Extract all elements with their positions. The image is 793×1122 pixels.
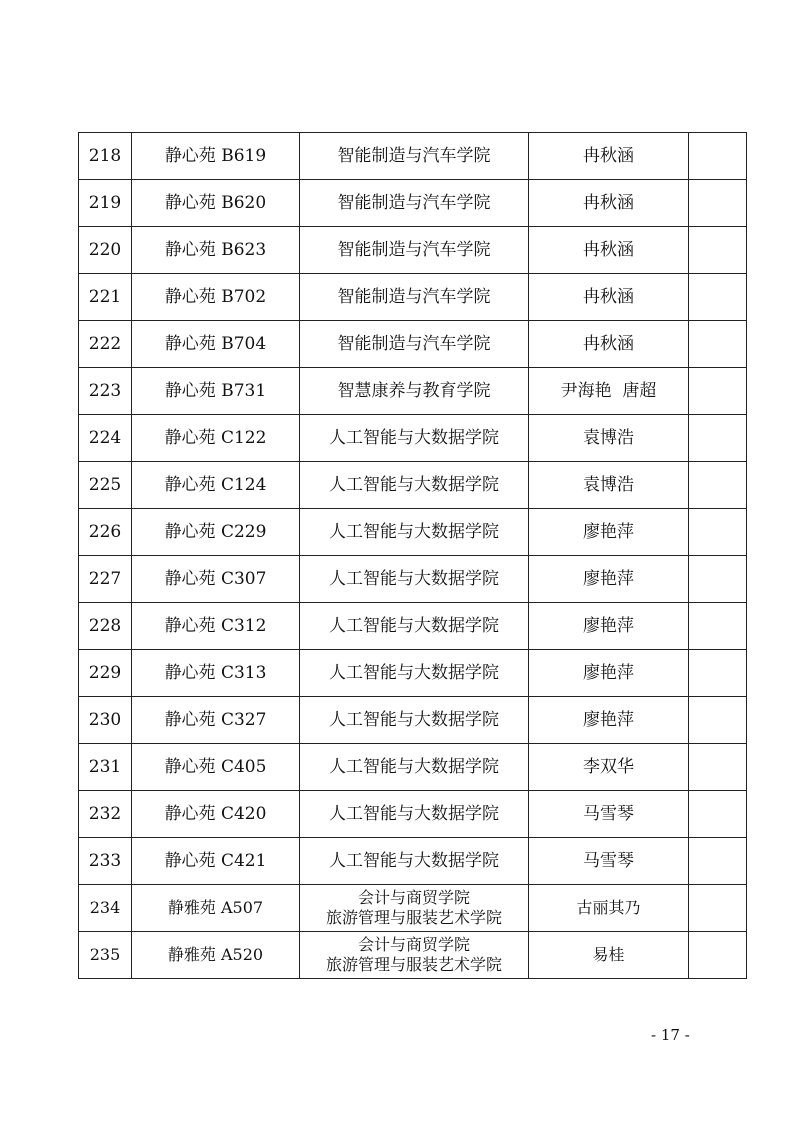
person-cell: 冉秋涵	[529, 133, 689, 180]
room-cell: 静心苑 B619	[132, 133, 300, 180]
person-cell: 廖艳萍	[529, 509, 689, 556]
person-cell: 古丽其乃	[529, 885, 689, 932]
note-cell	[689, 180, 747, 227]
table-row	[79, 368, 747, 415]
row-number-cell: 228	[79, 603, 132, 650]
note-cell	[689, 791, 747, 838]
table-row	[79, 744, 747, 791]
person-cell: 廖艳萍	[529, 650, 689, 697]
row-number-cell: 230	[79, 697, 132, 744]
room-cell: 静雅苑 A520	[132, 932, 300, 979]
person-cell: 尹海艳 唐超	[529, 368, 689, 415]
note-cell	[689, 462, 747, 509]
room-cell: 静心苑 B704	[132, 321, 300, 368]
room-cell: 静心苑 C313	[132, 650, 300, 697]
college-name: 人工智能与大数据学院	[329, 521, 499, 542]
room-cell: 静心苑 B731	[132, 368, 300, 415]
table-row	[79, 274, 747, 321]
row-number-cell: 229	[79, 650, 132, 697]
room-cell: 静雅苑 A507	[132, 885, 300, 932]
college-name: 人工智能与大数据学院	[329, 427, 499, 448]
row-number-cell: 235	[79, 932, 132, 979]
college-cell	[300, 227, 529, 274]
row-number-cell: 234	[79, 885, 132, 932]
college-cell	[300, 603, 529, 650]
person-cell: 易桂	[529, 932, 689, 979]
college-name: 智能制造与汽车学院	[337, 286, 491, 307]
college-name: 智能制造与汽车学院	[337, 145, 491, 166]
row-number-cell: 227	[79, 556, 132, 603]
person-cell: 冉秋涵	[529, 227, 689, 274]
table-body	[79, 133, 747, 979]
person-cell: 冉秋涵	[529, 321, 689, 368]
row-number-cell: 218	[79, 133, 132, 180]
note-cell	[689, 274, 747, 321]
room-cell: 静心苑 B623	[132, 227, 300, 274]
college-cell	[300, 415, 529, 462]
table-row	[79, 321, 747, 368]
room-cell: 静心苑 C421	[132, 838, 300, 885]
college-name: 人工智能与大数据学院	[329, 615, 499, 636]
college-cell	[300, 556, 529, 603]
row-number-cell: 233	[79, 838, 132, 885]
college-cell	[300, 274, 529, 321]
table-row	[79, 650, 747, 697]
note-cell	[689, 603, 747, 650]
college-name: 会计与商贸学院	[357, 935, 470, 954]
person-cell: 马雪琴	[529, 838, 689, 885]
college-name: 人工智能与大数据学院	[329, 850, 499, 871]
college-name: 人工智能与大数据学院	[329, 803, 499, 824]
college-cell	[300, 368, 529, 415]
note-cell	[689, 885, 747, 932]
note-cell	[689, 650, 747, 697]
college-name: 人工智能与大数据学院	[329, 568, 499, 589]
table-row	[79, 509, 747, 556]
college-name: 智能制造与汽车学院	[337, 192, 491, 213]
row-number-cell: 222	[79, 321, 132, 368]
table-row	[79, 556, 747, 603]
row-number-cell: 220	[79, 227, 132, 274]
person-cell: 马雪琴	[529, 791, 689, 838]
note-cell	[689, 133, 747, 180]
college-cell	[300, 885, 529, 932]
row-number-cell: 221	[79, 274, 132, 321]
college-name: 智慧康养与教育学院	[337, 380, 491, 401]
table-row	[79, 603, 747, 650]
college-name: 人工智能与大数据学院	[329, 709, 499, 730]
college-cell	[300, 838, 529, 885]
table-row	[79, 180, 747, 227]
college-cell	[300, 462, 529, 509]
person-cell: 李双华	[529, 744, 689, 791]
college-name: 智能制造与汽车学院	[337, 239, 491, 260]
room-cell: 静心苑 C122	[132, 415, 300, 462]
college-cell	[300, 133, 529, 180]
table-row	[79, 791, 747, 838]
table-row	[79, 697, 747, 744]
note-cell	[689, 368, 747, 415]
college-name: 旅游管理与服装艺术学院	[325, 955, 502, 974]
row-number-cell: 223	[79, 368, 132, 415]
person-cell: 廖艳萍	[529, 556, 689, 603]
row-number-cell: 224	[79, 415, 132, 462]
table-row	[79, 838, 747, 885]
room-cell: 静心苑 C327	[132, 697, 300, 744]
college-name: 会计与商贸学院	[357, 888, 470, 907]
row-number-cell: 225	[79, 462, 132, 509]
college-cell	[300, 791, 529, 838]
table-row	[79, 462, 747, 509]
table-row	[79, 885, 747, 932]
college-cell	[300, 932, 529, 979]
college-cell	[300, 509, 529, 556]
row-number-cell: 219	[79, 180, 132, 227]
note-cell	[689, 556, 747, 603]
person-cell: 廖艳萍	[529, 697, 689, 744]
table-row	[79, 133, 747, 180]
person-cell: 冉秋涵	[529, 180, 689, 227]
note-cell	[689, 744, 747, 791]
college-cell	[300, 650, 529, 697]
note-cell	[689, 227, 747, 274]
person-cell: 廖艳萍	[529, 603, 689, 650]
note-cell	[689, 838, 747, 885]
page-number: - 17 -	[651, 1026, 690, 1044]
college-name: 旅游管理与服装艺术学院	[325, 908, 502, 927]
college-cell	[300, 180, 529, 227]
table-row	[79, 227, 747, 274]
row-number-cell: 232	[79, 791, 132, 838]
note-cell	[689, 509, 747, 556]
table-row	[79, 932, 747, 979]
room-cell: 静心苑 C124	[132, 462, 300, 509]
room-cell: 静心苑 C420	[132, 791, 300, 838]
college-cell	[300, 321, 529, 368]
dormitory-table	[78, 132, 747, 979]
row-number-cell: 231	[79, 744, 132, 791]
note-cell	[689, 321, 747, 368]
note-cell	[689, 415, 747, 462]
room-cell: 静心苑 B620	[132, 180, 300, 227]
person-cell: 袁博浩	[529, 415, 689, 462]
room-cell: 静心苑 C312	[132, 603, 300, 650]
person-cell: 冉秋涵	[529, 274, 689, 321]
college-cell	[300, 697, 529, 744]
person-cell: 袁博浩	[529, 462, 689, 509]
room-cell: 静心苑 C307	[132, 556, 300, 603]
college-cell	[300, 744, 529, 791]
room-cell: 静心苑 C229	[132, 509, 300, 556]
room-cell: 静心苑 C405	[132, 744, 300, 791]
college-name: 智能制造与汽车学院	[337, 333, 491, 354]
college-name: 人工智能与大数据学院	[329, 756, 499, 777]
table-row	[79, 415, 747, 462]
college-name: 人工智能与大数据学院	[329, 662, 499, 683]
note-cell	[689, 932, 747, 979]
note-cell	[689, 697, 747, 744]
room-cell: 静心苑 B702	[132, 274, 300, 321]
row-number-cell: 226	[79, 509, 132, 556]
college-name: 人工智能与大数据学院	[329, 474, 499, 495]
